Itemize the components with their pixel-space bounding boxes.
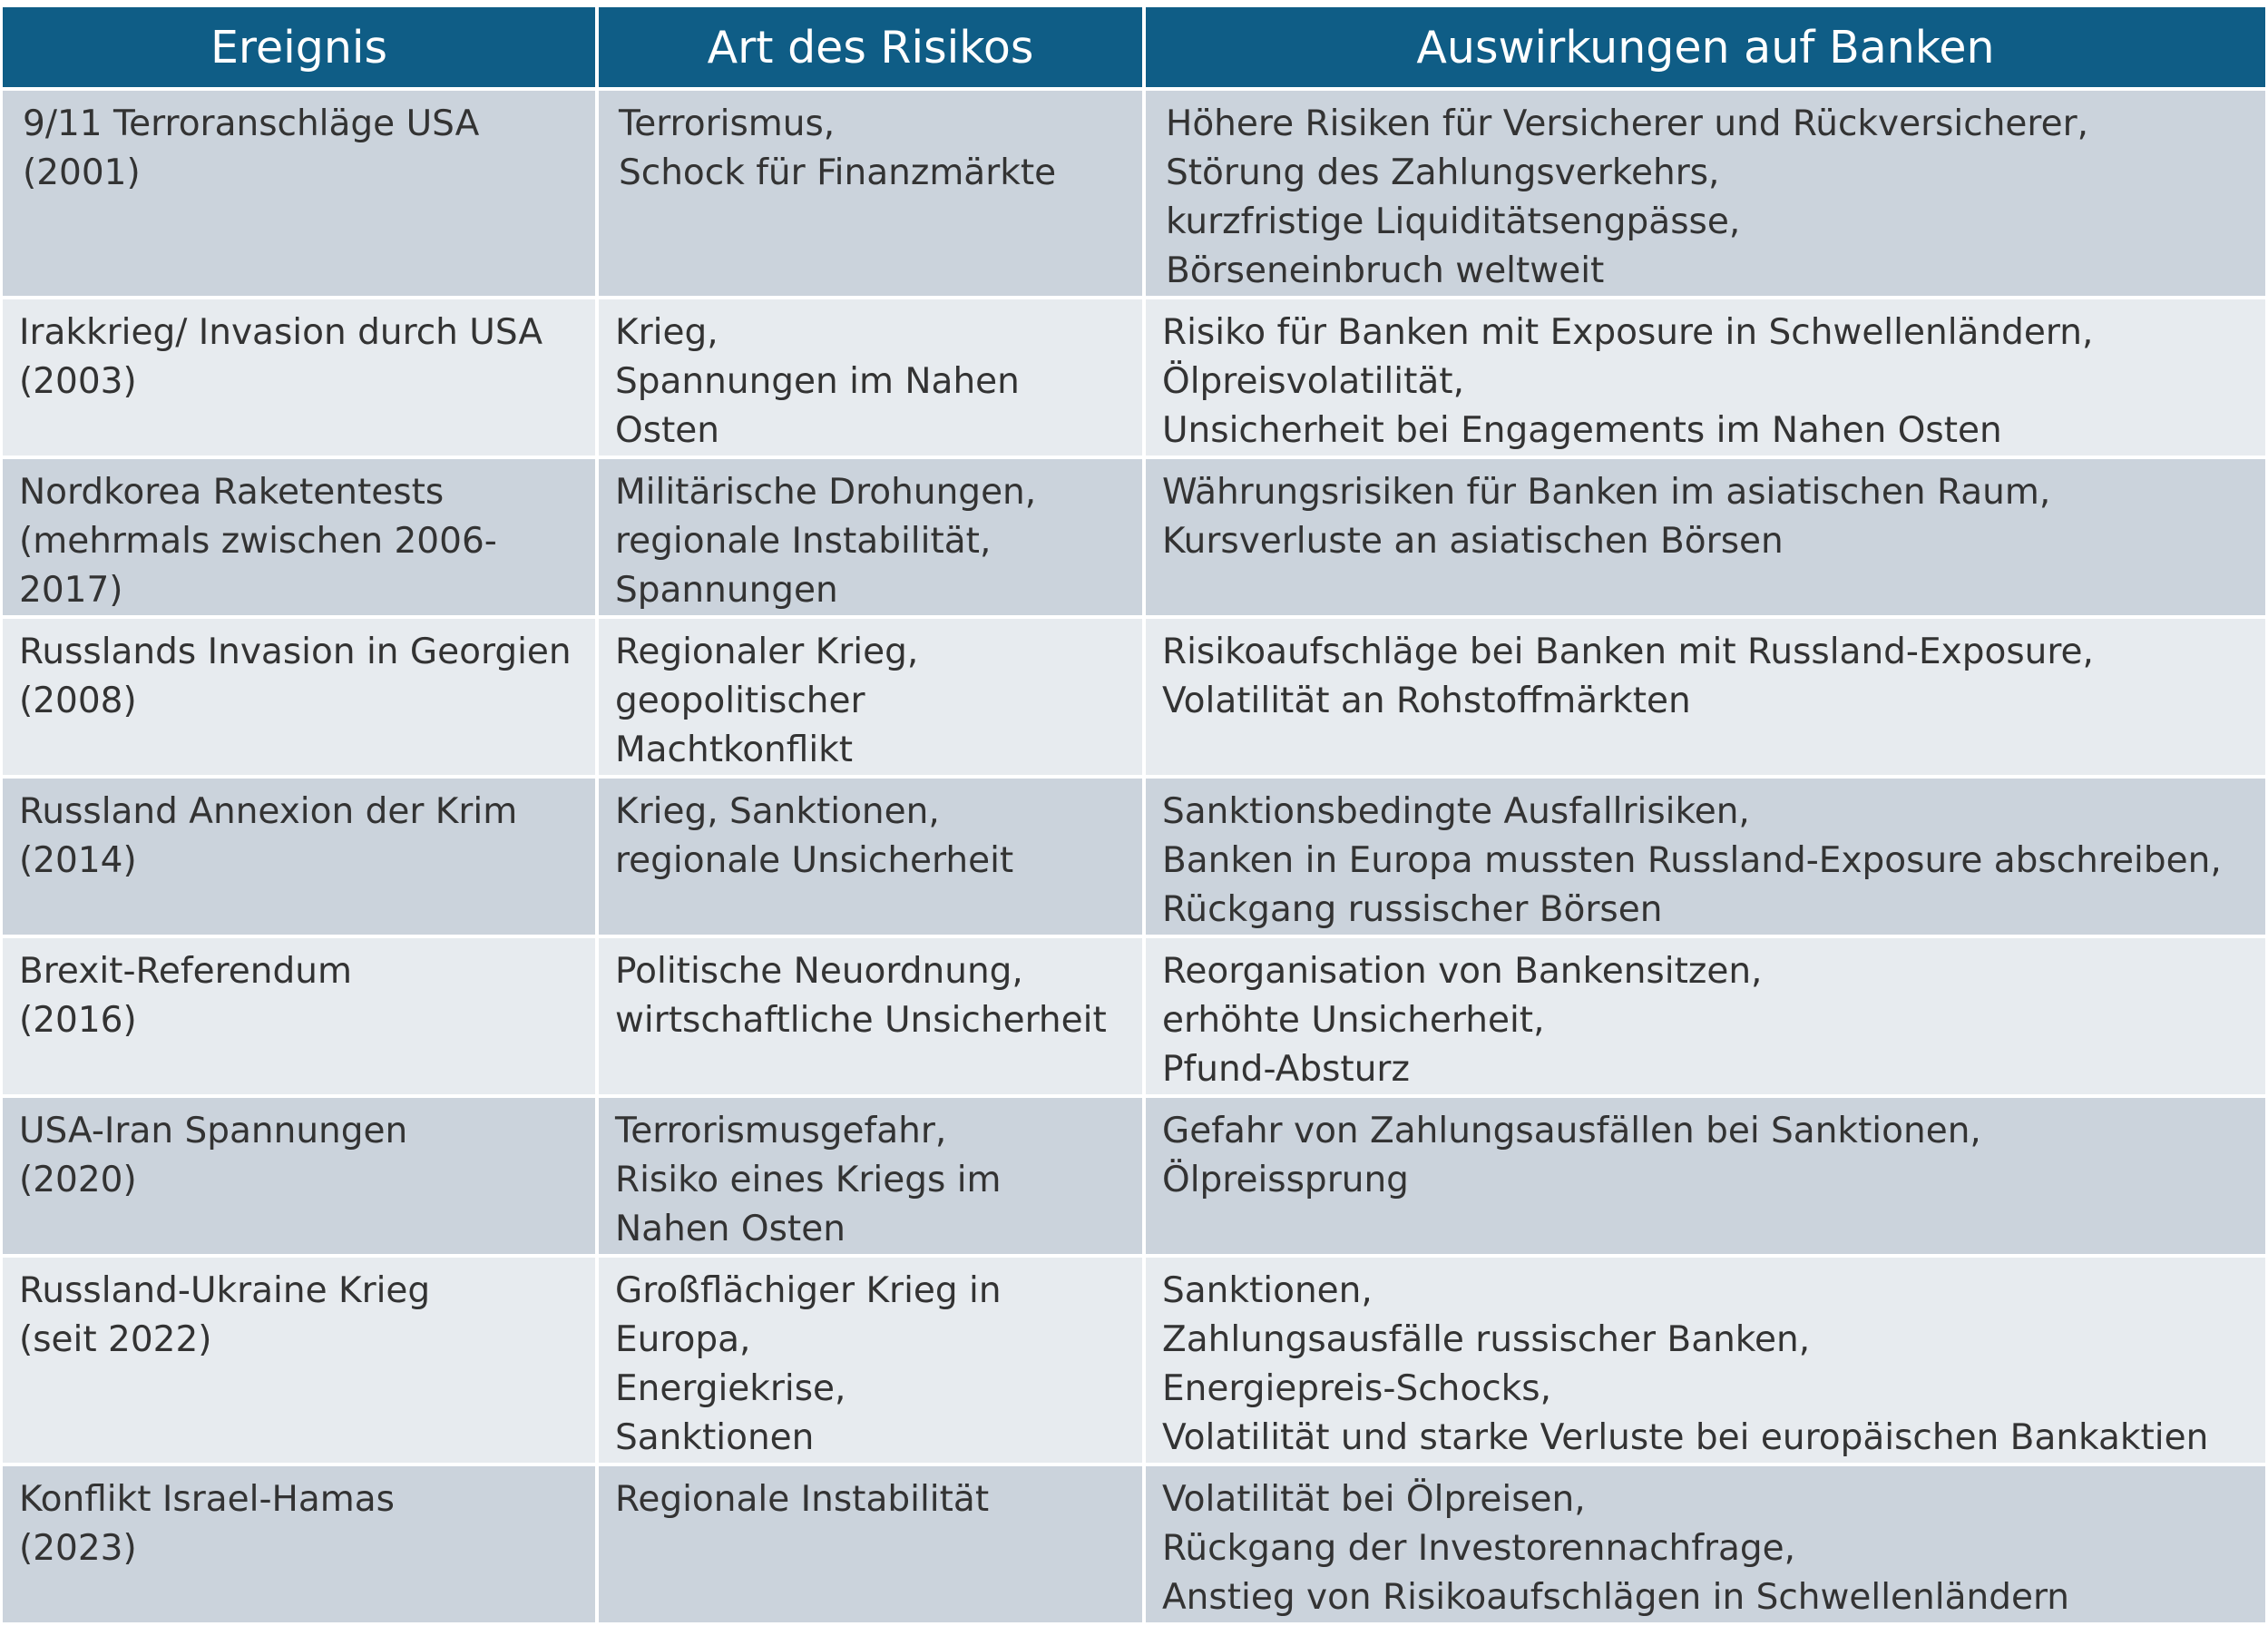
- cell-line: Machtkonflikt: [615, 730, 854, 770]
- cell-line: Volatilität bei Ölpreisen,: [1162, 1479, 1586, 1520]
- cell-line: Banken in Europa mussten Russland-Exposure abschreiben,: [1162, 840, 2222, 881]
- table-row: [3, 1256, 2265, 1464]
- cell-line: Irakkrieg/ Invasion durch USA: [19, 312, 543, 353]
- cell-line: (2020): [19, 1160, 137, 1200]
- cell-line: Schock für Finanzmärkte: [619, 152, 1057, 193]
- cell-line: Ölpreisvolatilität,: [1162, 361, 1464, 402]
- cell-line: kurzfristige Liquiditätsengpässe,: [1166, 201, 1741, 242]
- cell-line: Terrorismusgefahr,: [615, 1111, 947, 1151]
- header-risk-type: Art des Risikos: [597, 7, 1144, 89]
- risk-cell: [597, 617, 1144, 777]
- cell-line: Rückgang der Investorennachfrage,: [1162, 1528, 1796, 1569]
- cell-line: Risikoaufschläge bei Banken mit Russland-Exposure,: [1162, 632, 2094, 672]
- cell-line: Gefahr von Zahlungsausfällen bei Sanktionen,: [1162, 1111, 1981, 1151]
- risk-cell: [597, 1256, 1144, 1464]
- cell-line: Großflächiger Krieg in: [615, 1270, 1002, 1311]
- cell-line: geopolitischer: [615, 681, 865, 721]
- impact-cell: [1144, 1464, 2265, 1624]
- event-cell: [3, 936, 597, 1096]
- table-row: [3, 777, 2265, 936]
- cell-line: Unsicherheit bei Engagements im Nahen Osten: [1162, 410, 2002, 451]
- table-row: [3, 457, 2265, 617]
- cell-line: regionale Unsicherheit: [615, 840, 1014, 881]
- cell-line: (mehrmals zwischen 2006-: [19, 521, 497, 562]
- event-cell: [3, 1464, 597, 1624]
- cell-line: Zahlungsausfälle russischer Banken,: [1162, 1319, 1811, 1360]
- cell-line: (2016): [19, 1000, 137, 1041]
- table-row: [3, 298, 2265, 457]
- cell-line: Störung des Zahlungsverkehrs,: [1166, 152, 1720, 193]
- cell-line: Rückgang russischer Börsen: [1162, 889, 1663, 930]
- cell-line: regionale Instabilität,: [615, 521, 992, 562]
- risk-cell: [597, 89, 1144, 298]
- cell-line: Krieg, Sanktionen,: [615, 791, 940, 832]
- cell-line: Terrorismus,: [619, 103, 836, 144]
- header-event: Ereignis: [3, 7, 597, 89]
- table-row: [3, 1096, 2265, 1256]
- impact-cell: [1144, 1096, 2265, 1256]
- event-cell: [3, 777, 597, 936]
- risk-table: [3, 7, 2265, 1626]
- cell-line: Regionale Instabilität: [615, 1479, 990, 1520]
- cell-line: Sanktionen: [615, 1417, 815, 1458]
- cell-line: Spannungen: [615, 570, 838, 611]
- cell-line: Sanktionsbedingte Ausfallrisiken,: [1162, 791, 1750, 832]
- impact-cell: [1144, 1256, 2265, 1464]
- header-row: [3, 7, 2265, 89]
- impact-cell: [1144, 936, 2265, 1096]
- risk-cell: [597, 936, 1144, 1096]
- cell-line: Energiekrise,: [615, 1368, 846, 1409]
- event-cell: [3, 617, 597, 777]
- table-row: [3, 936, 2265, 1096]
- cell-line: Energiepreis-Schocks,: [1162, 1368, 1551, 1409]
- cell-line: (2014): [19, 840, 137, 881]
- cell-line: Russland Annexion der Krim: [19, 791, 518, 832]
- table-row: [3, 89, 2265, 298]
- event-cell: [3, 1096, 597, 1256]
- cell-line: Osten: [615, 410, 720, 451]
- cell-line: (2008): [19, 681, 137, 721]
- event-cell: [3, 298, 597, 457]
- cell-line: Risiko eines Kriegs im: [615, 1160, 1002, 1200]
- cell-line: (seit 2022): [19, 1319, 212, 1360]
- cell-line: Währungsrisiken für Banken im asiatischen Raum,: [1162, 472, 2051, 513]
- table-row: [3, 617, 2265, 777]
- cell-line: USA-Iran Spannungen: [19, 1111, 408, 1151]
- cell-line: Volatilität und starke Verluste bei europäischen Bankaktien: [1162, 1417, 2209, 1458]
- cell-line: Risiko für Banken mit Exposure in Schwellenländern,: [1162, 312, 2094, 353]
- cell-line: wirtschaftliche Unsicherheit: [615, 1000, 1107, 1041]
- cell-line: (2001): [23, 152, 141, 193]
- cell-line: Börseneinbruch weltweit: [1166, 250, 1605, 291]
- impact-cell: [1144, 89, 2265, 298]
- table-row: [3, 1464, 2265, 1624]
- impact-cell: [1144, 777, 2265, 936]
- cell-line: Politische Neuordnung,: [615, 951, 1023, 992]
- cell-line: Pfund-Absturz: [1162, 1049, 1410, 1090]
- cell-line: 9/11 Terroranschläge USA: [23, 103, 480, 144]
- cell-line: (2003): [19, 361, 137, 402]
- cell-line: Nordkorea Raketentests: [19, 472, 445, 513]
- cell-line: Reorganisation von Bankensitzen,: [1162, 951, 1763, 992]
- risk-cell: [597, 457, 1144, 617]
- cell-line: Sanktionen,: [1162, 1270, 1373, 1311]
- event-cell: [3, 457, 597, 617]
- risk-cell: [597, 777, 1144, 936]
- risk-cell: [597, 298, 1144, 457]
- cell-line: Höhere Risiken für Versicherer und Rückversicherer,: [1166, 103, 2089, 144]
- cell-line: Krieg,: [615, 312, 719, 353]
- header-bank-impact: Auswirkungen auf Banken: [1144, 7, 2265, 89]
- event-cell: [3, 89, 597, 298]
- cell-line: erhöhte Unsicherheit,: [1162, 1000, 1545, 1041]
- cell-line: Kursverluste an asiatischen Börsen: [1162, 521, 1784, 562]
- impact-cell: [1144, 617, 2265, 777]
- cell-line: Brexit-Referendum: [19, 951, 352, 992]
- impact-cell: [1144, 457, 2265, 617]
- impact-cell: [1144, 298, 2265, 457]
- cell-line: Ölpreissprung: [1162, 1160, 1409, 1200]
- cell-line: Regionaler Krieg,: [615, 632, 919, 672]
- event-cell: [3, 1256, 597, 1464]
- cell-line: (2023): [19, 1528, 137, 1569]
- cell-line: Russlands Invasion in Georgien: [19, 632, 572, 672]
- cell-line: Europa,: [615, 1319, 751, 1360]
- cell-line: Russland-Ukraine Krieg: [19, 1270, 431, 1311]
- risk-cell: [597, 1464, 1144, 1624]
- cell-line: 2017): [19, 570, 123, 611]
- cell-line: Nahen Osten: [615, 1209, 846, 1249]
- cell-line: Militärische Drohungen,: [615, 472, 1037, 513]
- cell-line: Anstieg von Risikoaufschlägen in Schwellenländern: [1162, 1577, 2070, 1618]
- risk-cell: [597, 1096, 1144, 1256]
- cell-line: Volatilität an Rohstoffmärkten: [1162, 681, 1691, 721]
- cell-line: Spannungen im Nahen: [615, 361, 1020, 402]
- cell-line: Konflikt Israel-Hamas: [19, 1479, 395, 1520]
